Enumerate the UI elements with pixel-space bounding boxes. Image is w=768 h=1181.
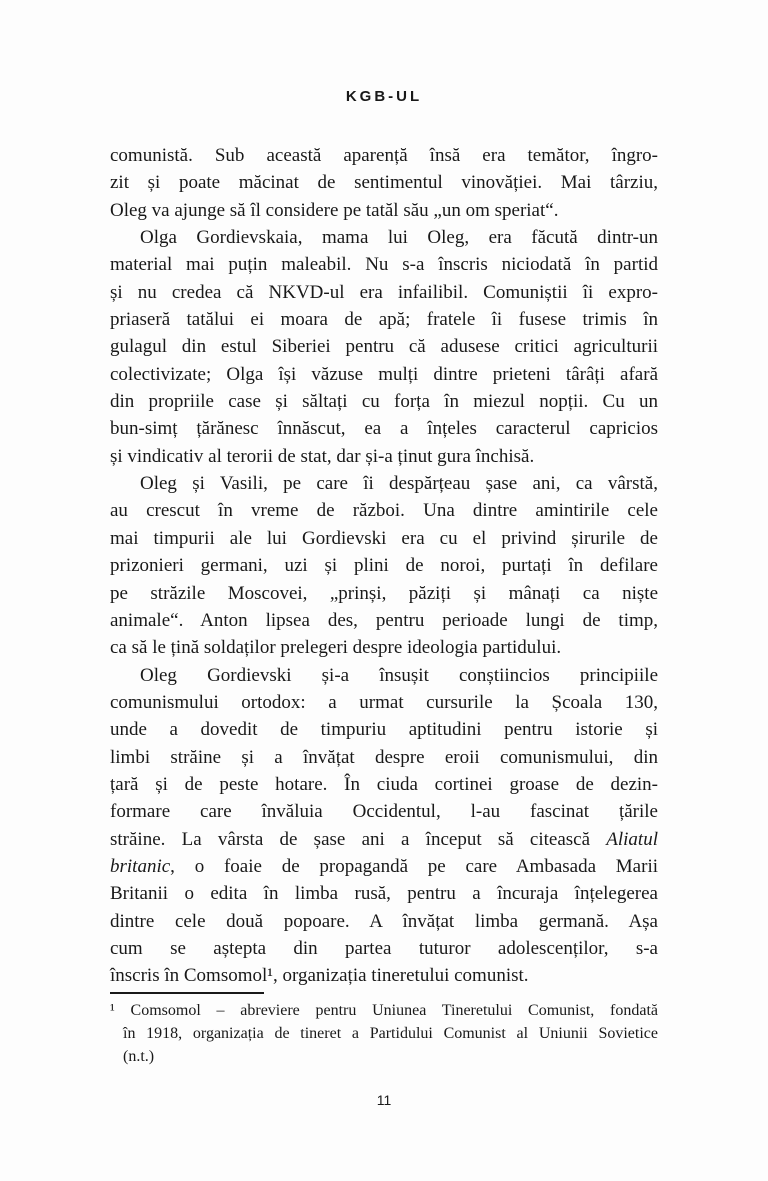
text-line: gulagul din estul Siberiei pentru că adusese critici agriculturii [110,336,658,358]
text-line: Britanii o edita în limba rusă, pentru a încuraja înțelegerea [110,883,658,905]
text-line: zit și poate măcinat de sentimentul vinovăției. Mai târziu, [110,172,658,194]
text-line: material mai puțin maleabil. Nu s-a înscris niciodată în partid [110,254,658,276]
text-line: unde a dovedit de timpuriu aptitudini pentru istorie și [110,719,658,741]
page-number: 11 [376,1092,392,1108]
text-line: Olga Gordievskaia, mama lui Oleg, era făcută dintr-un [140,227,658,249]
text-line: prizonieri germani, uzi și plini de noroi, purtați în defilare [110,555,658,577]
text-line: formare care învăluia Occidentul, l-au fascinat țările [110,801,658,823]
text-line: colectivizate; Olga își văzuse mulți dintre prieteni târâți afară [110,363,658,385]
footnote-rule [110,992,264,994]
footnote-line: (n.t.) [123,1047,155,1065]
footnote-line: ¹ Comsomol – abreviere pentru Uniunea Tineretului Comunist, fondată [110,1002,658,1019]
text-line: dintre cele două popoare. A învățat limba germană. Așa [110,910,658,932]
text-line: priaseră tatălui ei moara de apă; fratele îi fusese trimis în [110,309,658,331]
body-text [110,142,658,990]
text-line: străine. La vârsta de șase ani a început să citească Aliatul [110,828,658,850]
running-head: KGB-UL [345,88,423,105]
text-line: cum se aștepta din partea tuturor adolescenților, s-a [110,937,658,959]
text-line: Oleg Gordievski și-a însușit conștiincios principiile [140,664,658,686]
text-line: Oleg va ajunge să îl considere pe tatăl său „un om speriat“. [110,199,559,221]
text-line: țară și de peste hotare. În ciuda cortinei groase de dezin- [110,773,658,795]
footnote [110,1000,658,1068]
footnote-line: în 1918, organizația de tineret a Partidului Comunist al Uniunii Sovietice [123,1024,658,1042]
text-line: britanic, o foaie de propagandă pe care Ambasada Marii [110,855,658,877]
text-line: au crescut în vreme de război. Una dintre amintirile cele [110,500,658,522]
text-line: înscris în Comsomol¹, organizația tineretului comunist. [110,965,529,987]
text-line: Oleg și Vasili, pe care îi despărțeau șase ani, ca vârstă, [140,473,658,495]
text-line: și nu credea că NKVD-ul era infailibil. Comuniștii îi expro- [110,281,658,303]
text-line: mai timpurii ale lui Gordievski era cu el privind șirurile de [110,527,658,549]
text-line: și vindicativ al terorii de stat, dar și-a ținut gura închisă. [110,445,535,467]
text-line: comunismului ortodox: a urmat cursurile la Școala 130, [110,691,658,713]
text-line: limbi străine și a învățat despre eroii comunismului, din [110,746,658,768]
text-line: comunistă. Sub această aparență însă era temător, îngro- [110,145,658,166]
text-line: bun-simț țărănesc înnăscut, ea a înțeles caracterul capricios [110,418,658,440]
text-line: animale“. Anton lipsea des, pentru perioade lungi de timp, [110,609,658,631]
text-line: din propriile case și săltați cu forța în miezul nopții. Cu un [110,391,658,413]
text-line: pe străzile Moscovei, „prinși, păziți și mânați ca niște [110,582,658,604]
text-line: ca să le țină soldaților prelegeri despre ideologia partidului. [110,637,562,659]
